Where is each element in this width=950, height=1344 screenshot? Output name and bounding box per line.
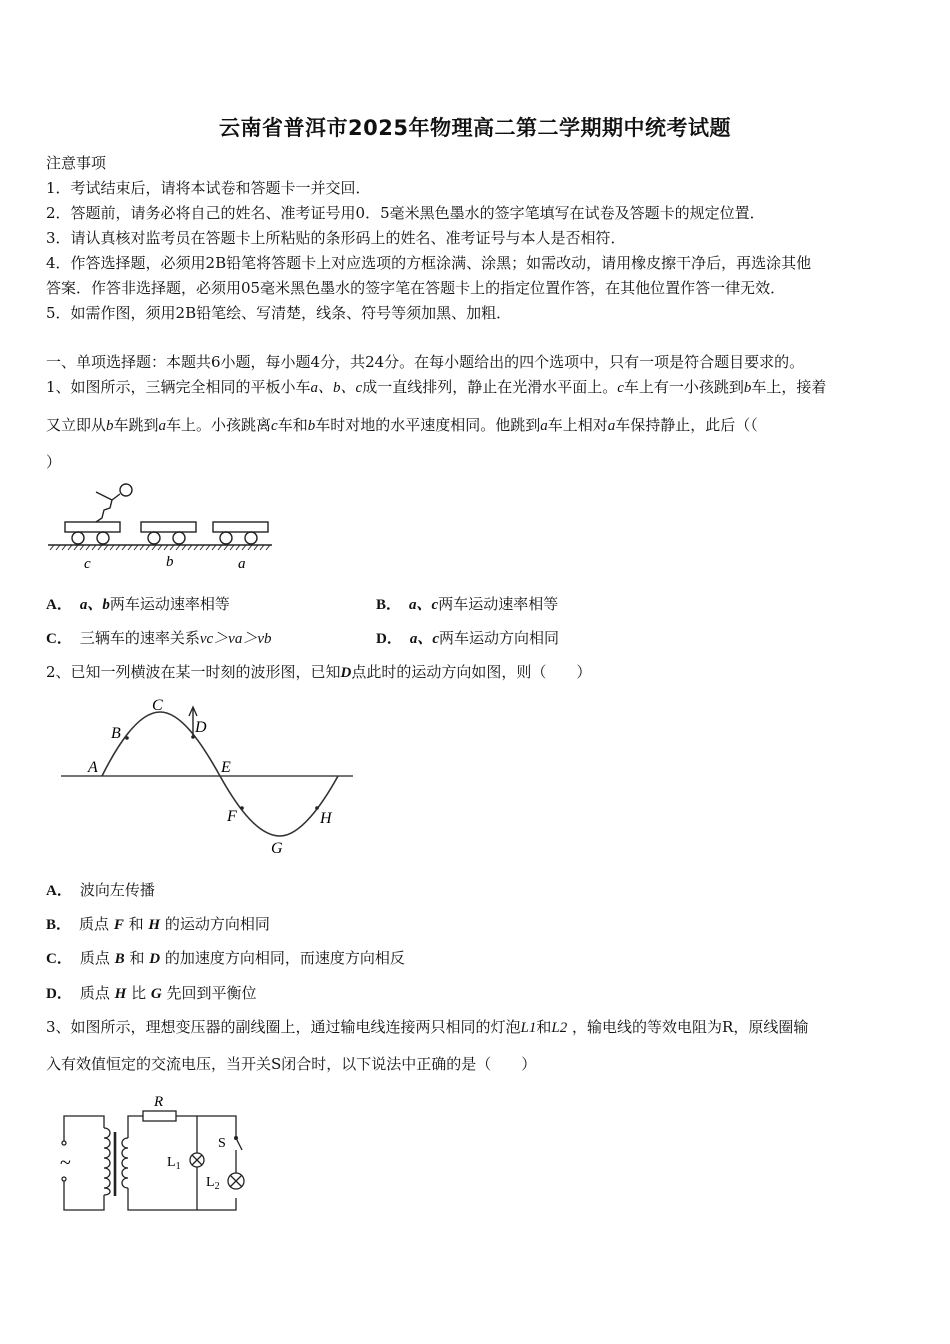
- point-label: C: [152, 697, 163, 714]
- variable: G: [150, 986, 162, 1002]
- variable: B: [114, 951, 125, 967]
- lamp-l1-label: $L_1$: [167, 1155, 181, 1172]
- variable: c: [271, 418, 278, 434]
- option-text: 两车运动速率相等: [438, 595, 559, 613]
- variable: b: [743, 380, 752, 396]
- cart-label: c: [84, 556, 91, 572]
- notice-item: 4．作答选择题，必须用2B铅笔将答题卡上对应选项的方框涂满、涂黑；如需改动，请用橡皮擦干净后，再选涂其他: [46, 254, 812, 272]
- cart-label: b: [166, 554, 174, 570]
- option-text: 两车运动速率相等: [109, 595, 230, 613]
- cart-label: a: [238, 556, 246, 572]
- option-text: 比: [131, 984, 147, 1002]
- text: 车保持静止，此后（（: [615, 416, 758, 434]
- primary-coil-icon: [104, 1128, 110, 1195]
- switch-label: S: [218, 1136, 226, 1151]
- text: 1、如图所示，三辆完全相同的平板小车: [46, 378, 311, 396]
- option-b[interactable]: [46, 913, 270, 934]
- notice-item: 2．答题前，请务必将自己的姓名、准考证号用0．5毫米黑色墨水的签字笔填写在试卷及答题卡的规定位置．: [46, 204, 765, 222]
- text: 车上相对: [547, 416, 608, 434]
- option-text: 和: [129, 949, 145, 967]
- option-label: C．: [46, 631, 72, 647]
- cart-c-icon: [65, 522, 120, 532]
- option-text: 质点: [79, 915, 110, 933]
- option-label: A．: [46, 597, 72, 613]
- lamp-l2-label: $L_2$: [206, 1175, 220, 1192]
- point-label: G: [271, 840, 283, 857]
- point-label: D: [195, 719, 207, 736]
- notice-item: 3．请认真核对监考员在答题卡上所粘贴的条形码上的姓名、准考证号与本人是否相符．: [46, 229, 626, 247]
- option-d[interactable]: [376, 627, 559, 648]
- variable: a: [158, 418, 167, 434]
- variable: F: [113, 917, 124, 933]
- notice-heading: 注意事项: [46, 154, 107, 172]
- text: 车上有一小孩跳到: [623, 378, 744, 396]
- text: 和: [536, 1018, 552, 1036]
- notice-item: 答案．作答非选择题，必须用05毫米黑色墨水的签字笔在答题卡上的指定位置作答，在其他位置作答一律无效．: [46, 279, 786, 297]
- point-label: B: [111, 725, 121, 742]
- resistor-label: R: [154, 1094, 164, 1110]
- cart-b-icon: [141, 522, 196, 532]
- variable: H: [148, 917, 161, 933]
- variable: L1: [520, 1020, 537, 1036]
- option-a[interactable]: [46, 593, 230, 614]
- option-d[interactable]: [46, 982, 257, 1003]
- text: 车和: [277, 416, 308, 434]
- resistor-icon: [143, 1111, 176, 1121]
- point-label: H: [320, 810, 332, 827]
- text: 车跳到: [113, 416, 159, 434]
- text: 车上。小孩跳离: [166, 416, 272, 434]
- child-body-icon: [96, 492, 120, 522]
- variable: a、b: [79, 597, 110, 613]
- option-text: 波向左传播: [79, 881, 155, 899]
- option-label: C．: [46, 951, 72, 967]
- option-a[interactable]: [46, 879, 155, 900]
- option-text: 三辆车的速率关系: [79, 629, 200, 647]
- option-b[interactable]: [376, 593, 558, 614]
- notice-item: 1．考试结束后，请将本试卷和答题卡一并交回．: [46, 179, 371, 197]
- variable: b: [307, 418, 316, 434]
- variable: H: [114, 986, 127, 1002]
- circuit-figure: [40, 1080, 270, 1220]
- variable: D: [149, 951, 161, 967]
- text: 2、已知一列横波在某一时刻的波形图，已知: [46, 663, 341, 681]
- page-title: 云南省普洱市2025年物理高二第二学期期中统考试题: [219, 116, 731, 140]
- option-text: 两车运动方向相同: [439, 629, 560, 647]
- option-label: B．: [376, 597, 402, 613]
- question-1-line-3: ）: [46, 453, 62, 471]
- option-text: 质点: [79, 949, 110, 967]
- text: 成一直线排列，静止在光滑水平面上。: [362, 378, 618, 396]
- question-2-stem: [46, 661, 591, 682]
- variable: L2: [551, 1020, 568, 1036]
- question-3-line-2: 入有效值恒定的交流电压，当开关S闭合时，以下说法中正确的是（ ）: [46, 1055, 537, 1073]
- text: 车上，接着: [751, 378, 827, 396]
- variable: a、b、c: [310, 380, 363, 396]
- section-heading: 一、单项选择题：本题共6小题，每小题4分，共24分。在每小题给出的四个选项中，只有一项是符合题目要求的。: [46, 353, 805, 371]
- option-text: 质点: [79, 984, 110, 1002]
- wave-figure: [50, 690, 370, 860]
- switch-icon: [236, 1138, 242, 1150]
- variable: D: [340, 665, 352, 681]
- point-label: A: [88, 759, 98, 776]
- wave-curve: [102, 712, 338, 836]
- option-text: 先回到平衡位: [166, 984, 257, 1002]
- text: 又立即从: [46, 416, 107, 434]
- option-text: 的加速度方向相同，而速度方向相反: [164, 949, 405, 967]
- point-label: E: [221, 759, 231, 776]
- option-c[interactable]: [46, 947, 405, 968]
- option-label: B．: [46, 917, 72, 933]
- formula: vc＞va＞vb: [199, 631, 272, 647]
- variable: a、c: [409, 597, 439, 613]
- variable: a: [540, 418, 548, 434]
- option-label: D．: [46, 986, 72, 1002]
- secondary-coil-icon: [122, 1138, 128, 1188]
- text: ，输电线的等效电阻为R，原线圈输: [572, 1018, 809, 1036]
- text: 点此时的运动方向如图，则（ ）: [351, 663, 592, 681]
- child-head-icon: [120, 484, 132, 496]
- variable: a: [607, 418, 616, 434]
- option-text: 和: [128, 915, 144, 933]
- question-3-line-1: [46, 1016, 808, 1037]
- variable: a、c: [409, 631, 440, 647]
- ac-source-label: ~: [60, 1152, 71, 1174]
- option-text: 的运动方向相同: [164, 915, 270, 933]
- variable: c: [617, 380, 624, 396]
- option-c[interactable]: [46, 627, 272, 648]
- text: 车时对地的水平速度相同。他跳到: [315, 416, 541, 434]
- question-1-line-2: [46, 414, 758, 435]
- option-label: D．: [376, 631, 402, 647]
- cart-a-icon: [213, 522, 268, 532]
- option-label: A．: [46, 883, 72, 899]
- question-1-line-1: [46, 376, 826, 397]
- notice-item: 5．如需作图，须用2B铅笔绘、写清楚，线条、符号等须加黑、加粗．: [46, 304, 512, 322]
- point-label: F: [227, 808, 237, 825]
- text: 3、如图所示，理想变压器的副线圈上，通过输电线连接两只相同的灯泡: [46, 1018, 521, 1036]
- variable: b: [106, 418, 114, 434]
- carts-figure: [40, 478, 280, 576]
